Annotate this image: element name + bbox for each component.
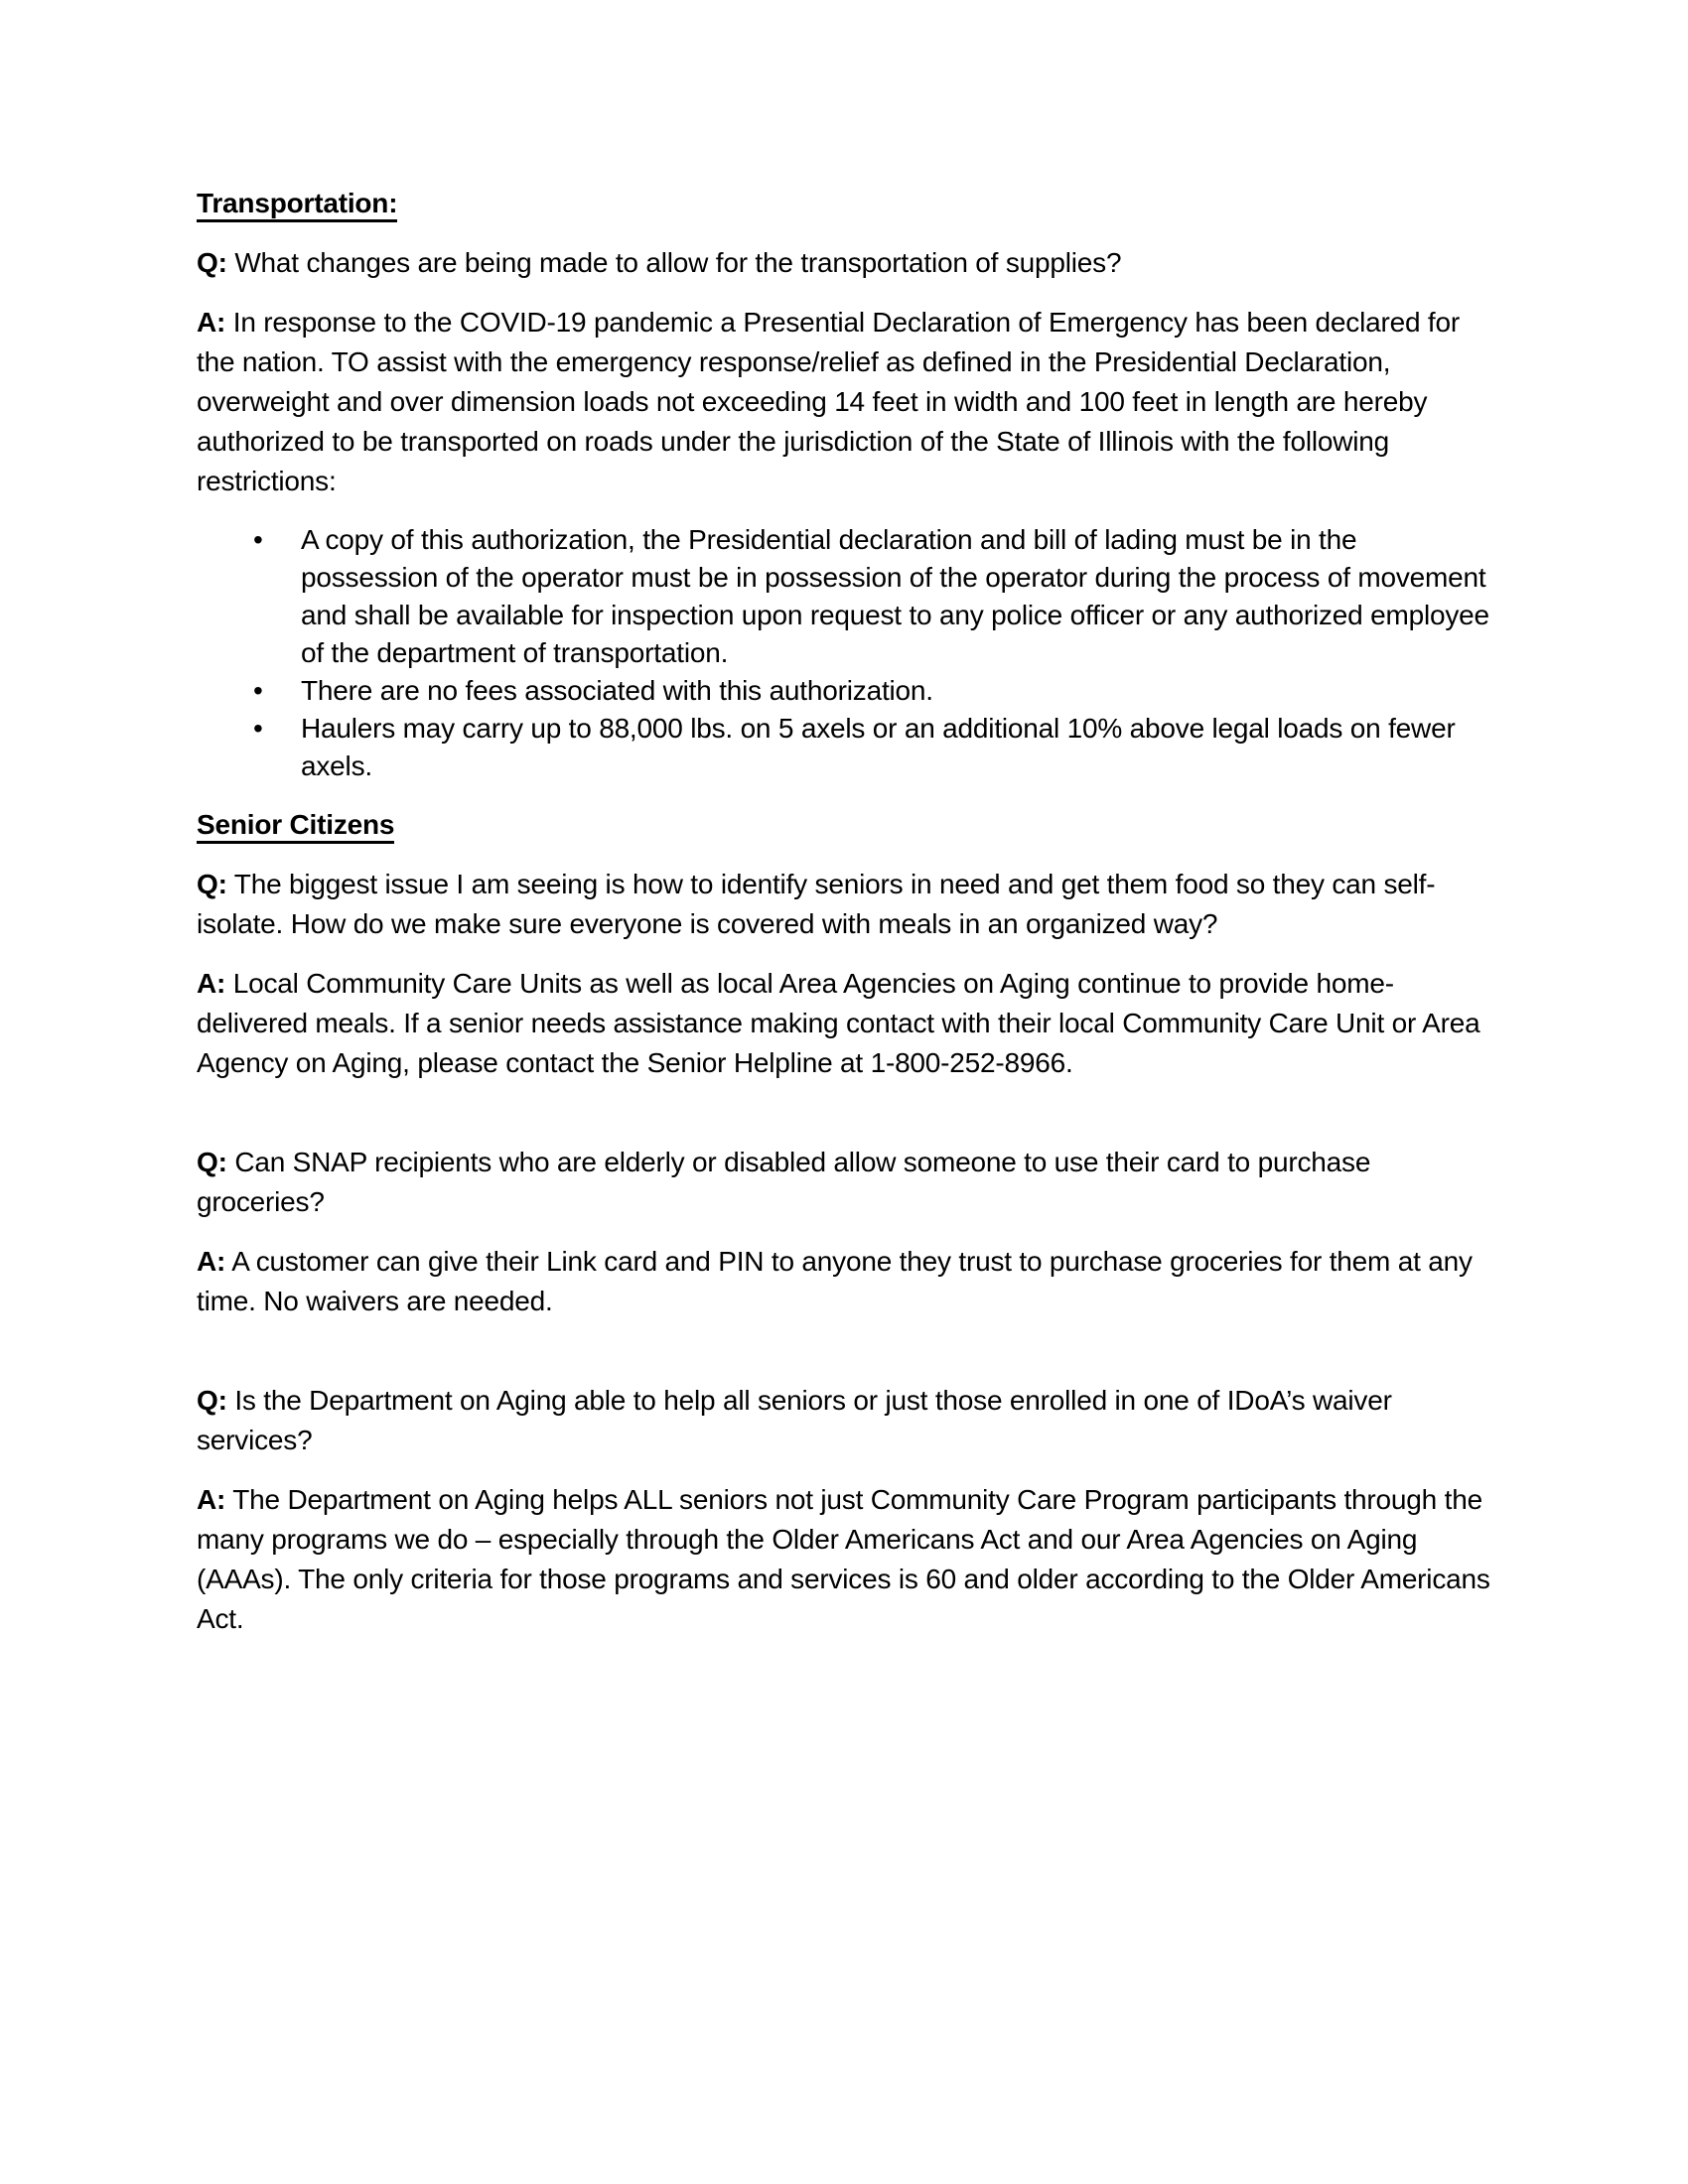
answer-text: In response to the COVID-19 pandemic a Presential Declaration of Emergency has been declared for the nation. TO assist with the emergency response/relief as defined in the Presidential Declaration, overweight and over dimension loads not exceeding 14 feet in width and 100 feet in length are hereby authorized to be transported on roads under the jurisdiction of the State of Illinois with the following restrictions: [197,307,1461,496]
bullet-item-text: A copy of this authorization, the Presidential declaration and bill of lading must be in the possession of the operator must be in possession of the operator during the process of movement and shall be available for inspection upon request to any police officer or any authorized employee of the department of transportation. [301,524,1489,668]
answer-prefix: A: [197,1484,226,1515]
bullet-icon: • [253,675,263,706]
bullet-icon: • [253,524,263,555]
question-text: Is the Department on Aging able to help all seniors or just those enrolled in one of IDoA’s waiver services? [197,1385,1392,1455]
answer-paragraph-seniors-meals [197,964,1491,1083]
answer-text: The Department on Aging helps ALL seniors not just Community Care Program participants through the many programs we do – especially through the Older Americans Act and our Area Agencies on Aging (AAAs). The only criteria for those programs and services is 60 and older according to the Older Americans Act. [197,1484,1490,1634]
restrictions-bullet-list [197,521,1491,785]
question-text: What changes are being made to allow for the transportation of supplies? [234,247,1122,278]
answer-prefix: A: [197,1246,226,1277]
section-heading-transportation [197,184,1491,223]
question-text: Can SNAP recipients who are elderly or disabled allow someone to use their card to purchase groceries? [197,1147,1371,1217]
section-heading-senior-citizens [197,805,1491,845]
answer-paragraph-snap-card [197,1242,1491,1321]
answer-paragraph-transport [197,303,1491,501]
bullet-item-no-fees [253,672,1491,710]
question-paragraph-snap-card [197,1143,1491,1222]
answer-prefix: A: [197,968,226,999]
section-heading-senior-citizens-text: Senior Citizens [197,809,394,844]
answer-prefix: A: [197,307,226,338]
question-prefix: Q: [197,869,227,899]
question-prefix: Q: [197,1147,227,1177]
section-heading-transportation-text: Transportation: [197,188,397,222]
question-paragraph-aging-waiver [197,1381,1491,1460]
bullet-item-haulers-weight [253,710,1491,785]
bullet-icon: • [253,713,263,744]
bullet-item-text: Haulers may carry up to 88,000 lbs. on 5 axels or an additional 10% above legal loads on fewer axels. [301,713,1456,781]
bullet-item-text: There are no fees associated with this authorization. [301,675,933,706]
question-prefix: Q: [197,247,227,278]
question-paragraph-transport [197,243,1491,283]
answer-text: A customer can give their Link card and PIN to anyone they trust to purchase groceries for them at any time. No waivers are needed. [197,1246,1473,1316]
bullet-item-authorization-copy [253,521,1491,672]
answer-paragraph-aging-waiver [197,1480,1491,1639]
question-paragraph-seniors-meals [197,865,1491,944]
question-text: The biggest issue I am seeing is how to identify seniors in need and get them food so they can self-isolate. How do we make sure everyone is covered with meals in an organized way? [197,869,1436,939]
answer-text: Local Community Care Units as well as local Area Agencies on Aging continue to provide home-delivered meals. If a senior needs assistance making contact with their local Community Care Unit or Area Agency on Aging, please contact the Senior Helpline at 1-800-252-8966. [197,968,1480,1078]
question-prefix: Q: [197,1385,227,1416]
